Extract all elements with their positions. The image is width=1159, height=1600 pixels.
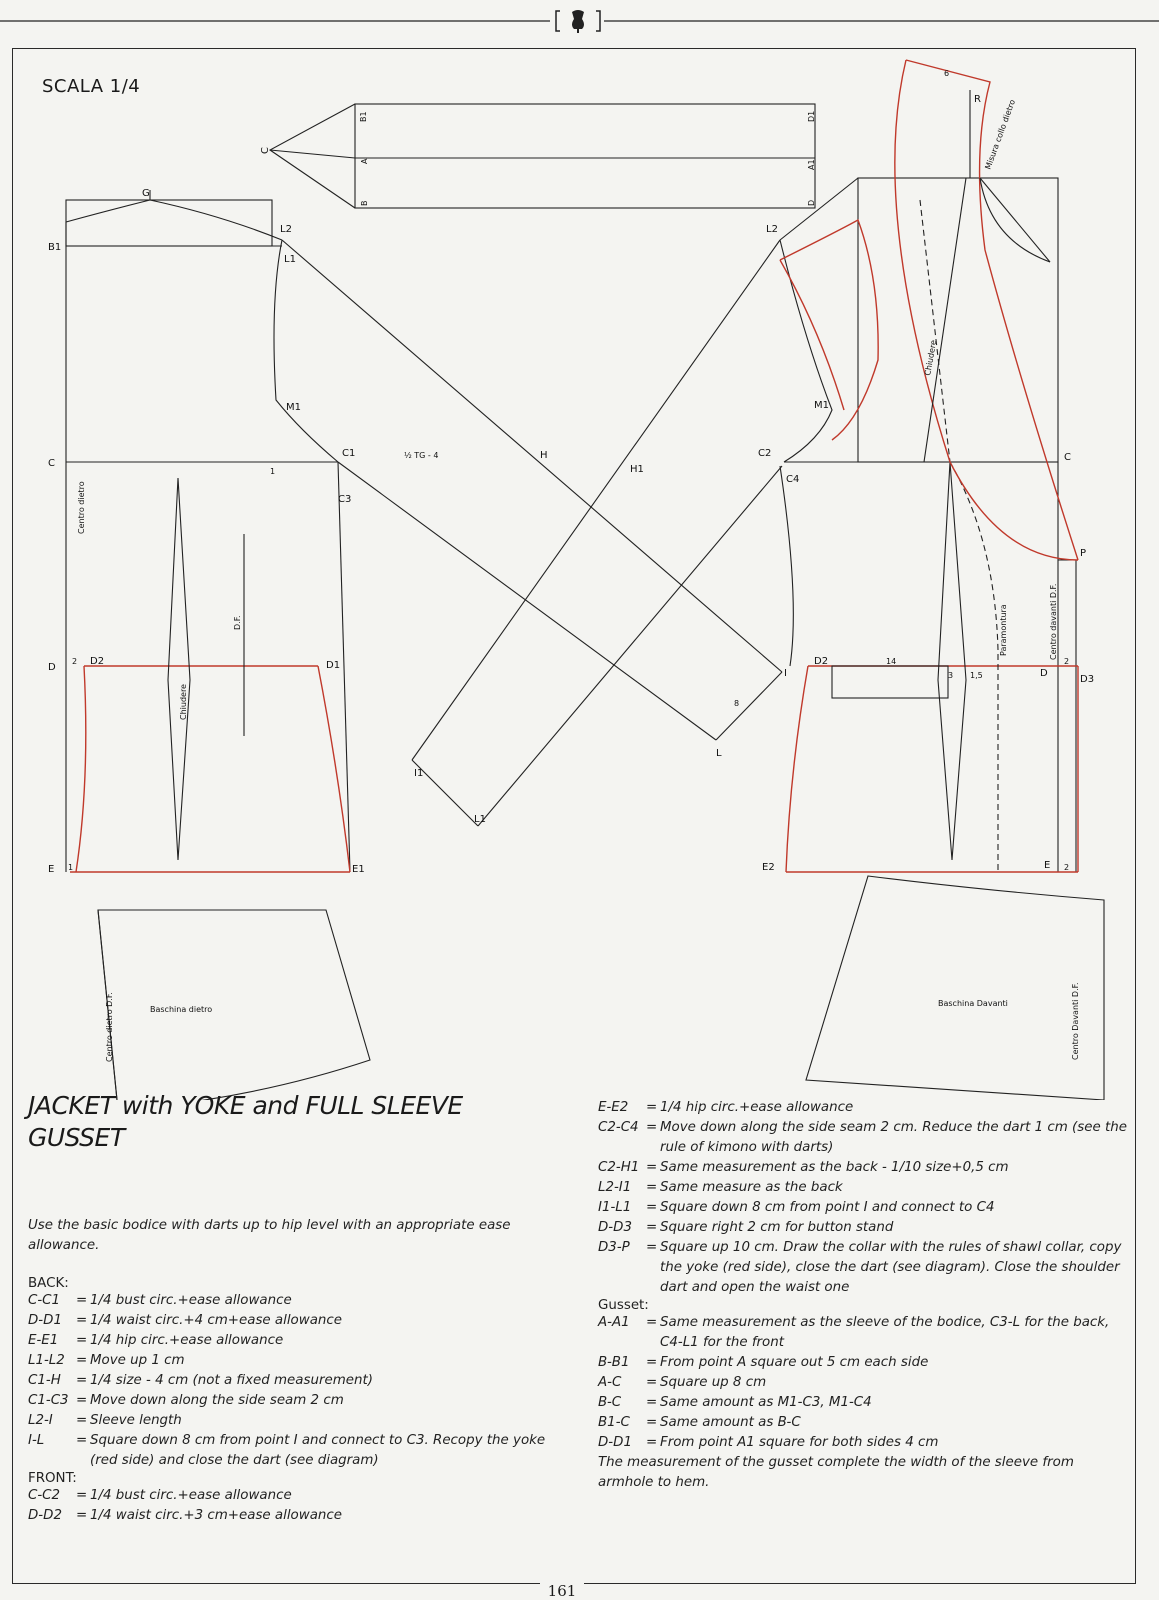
instruction-row	[598, 1218, 1128, 1238]
measure-3: 3	[948, 671, 954, 680]
centro-dietro-df-label: Centro dietro D.F.	[105, 992, 114, 1062]
instruction-row	[598, 1393, 1128, 1413]
gusset-heading: Gusset:	[598, 1298, 649, 1313]
instruction-value: Square down 8 cm from point I and connect to C4	[660, 1200, 995, 1215]
instruction-equals: =	[76, 1413, 88, 1428]
label-E2: E2	[762, 862, 775, 873]
instruction-equals: =	[76, 1373, 88, 1388]
half-tg-label: ½ TG - 4	[404, 451, 439, 460]
instruction-key: D-D1	[598, 1435, 632, 1450]
gusset-label-D1: D1	[807, 110, 816, 122]
label-H1: H1	[630, 464, 644, 475]
instruction-equals: =	[76, 1508, 88, 1523]
instruction-key: E-E1	[28, 1333, 59, 1348]
label-C1: C1	[342, 448, 356, 459]
instruction-key: L2-I	[28, 1413, 53, 1428]
label-C3: C3	[338, 494, 352, 505]
label-E1: E1	[352, 864, 365, 875]
label-C-back: C	[48, 458, 55, 469]
instruction-equals: =	[76, 1393, 88, 1408]
instruction-row	[598, 1433, 1128, 1453]
back-instruction-list	[28, 1291, 548, 1471]
instruction-value: 1/4 size - 4 cm (not a fixed measurement)	[90, 1373, 373, 1388]
instruction-row	[598, 1313, 1128, 1353]
label-B1: B1	[48, 242, 62, 253]
page-number: 161	[540, 1582, 584, 1600]
instruction-value: Move down along the side seam 2 cm	[90, 1393, 344, 1408]
instructions-left-column	[28, 1276, 548, 1526]
gusset-rect	[355, 104, 815, 208]
label-E-back: E	[48, 864, 55, 875]
label-D-front: D	[1040, 668, 1048, 679]
instruction-equals: =	[646, 1160, 658, 1175]
label-L1-sleeve: L1	[474, 814, 486, 825]
instruction-row	[598, 1158, 1128, 1178]
scale-label: SCALA 1/4	[42, 76, 141, 97]
front-sleeve	[412, 240, 782, 826]
instruction-row	[598, 1198, 1128, 1218]
label-L2-front: L2	[766, 224, 778, 235]
instruction-key: C2-C4	[598, 1120, 639, 1135]
label-D-back: D	[48, 662, 56, 673]
instruction-equals: =	[646, 1180, 658, 1195]
front-heading: FRONT:	[28, 1471, 77, 1486]
instruction-key: D-D2	[28, 1508, 62, 1523]
baschina-davanti-label: Baschina Davanti	[938, 999, 1008, 1008]
label-I1: I1	[414, 768, 424, 779]
instruction-value: Square up 10 cm. Draw the collar with the rules of shawl collar, copy the yoke (red side), close the dart (see diagram). Close the shoulder dart and open the waist one	[660, 1240, 1122, 1295]
instruction-key: A-A1	[598, 1315, 630, 1330]
measure-2-front-bottom: 2	[1064, 863, 1070, 872]
front-chiudere-label: Chiudere	[923, 339, 939, 377]
instruction-row	[28, 1431, 548, 1471]
front-peplum	[806, 876, 1104, 1100]
closing-text: The measurement of the gusset complete the width of the sleeve from armhole to hem.	[598, 1455, 1074, 1490]
measure-1-c: 1	[270, 467, 276, 476]
instruction-value: 1/4 waist circ.+3 cm+ease allowance	[90, 1508, 342, 1523]
instruction-value: Square down 8 cm from point I and connect to C3. Recopy the yoke (red side) and close the dart (see diagram)	[90, 1433, 546, 1468]
misura-collo-label: Misura collo dietro	[983, 98, 1018, 171]
measure-14: 14	[886, 657, 897, 666]
instruction-equals: =	[76, 1313, 88, 1328]
label-C4: C4	[786, 474, 800, 485]
back-df-label: D.F.	[233, 615, 242, 630]
instruction-value: Same measure as the back	[660, 1180, 843, 1195]
back-dart	[168, 478, 190, 860]
instruction-equals: =	[76, 1353, 88, 1368]
instruction-key: C2-H1	[598, 1160, 640, 1175]
label-C2: C2	[758, 448, 772, 459]
baschina-dietro-label: Baschina dietro	[150, 1005, 213, 1014]
gusset-label-D: D	[807, 199, 816, 206]
instruction-value: Same measurement as the back - 1/10 size+0,5 cm	[660, 1160, 1009, 1175]
instruction-row	[598, 1118, 1128, 1158]
back-chiudere-label: Chiudere	[179, 684, 188, 720]
label-D2-front: D2	[814, 656, 829, 667]
intro-text: Use the basic bodice with darts up to hip level with an appropriate ease allowance.	[28, 1218, 511, 1253]
gusset-piece	[260, 104, 816, 208]
instruction-row	[28, 1411, 548, 1431]
instruction-equals: =	[646, 1220, 658, 1235]
instruction-key: E-E2	[598, 1100, 629, 1115]
instruction-equals: =	[646, 1415, 658, 1430]
gusset-label-C: C	[260, 147, 271, 154]
centro-davanti-df-label: Centro davanti D.F.	[1049, 583, 1058, 660]
instruction-row	[28, 1391, 548, 1411]
instruction-key: D-D3	[598, 1220, 632, 1235]
front-instruction-list	[28, 1486, 548, 1526]
instruction-key: D3-P	[598, 1240, 630, 1255]
instruction-equals: =	[76, 1333, 88, 1348]
instruction-value: Same measurement as the sleeve of the bodice, C3-L for the back, C4-L1 for the front	[660, 1315, 1110, 1350]
instruction-equals: =	[646, 1120, 658, 1135]
instruction-row	[598, 1353, 1128, 1373]
instruction-value: 1/4 hip circ.+ease allowance	[90, 1333, 284, 1348]
label-C-front: C	[1064, 452, 1071, 463]
instruction-value: 1/4 hip circ.+ease allowance	[660, 1100, 854, 1115]
facing-line	[950, 462, 998, 872]
paramontura-label: Paramontura	[999, 604, 1008, 656]
instruction-key: C-C2	[28, 1488, 61, 1503]
front-bodice	[780, 60, 1078, 872]
instruction-value: Same amount as M1-C3, M1-C4	[660, 1395, 872, 1410]
collar-inner	[895, 60, 1078, 560]
instruction-value: 1/4 waist circ.+4 cm+ease allowance	[90, 1313, 342, 1328]
measure-2-back: 2	[72, 657, 78, 666]
instruction-key: L1-L2	[28, 1353, 65, 1368]
instruction-value: From point A1 square for both sides 4 cm	[660, 1435, 939, 1450]
instruction-key: C1-C3	[28, 1393, 69, 1408]
label-H: H	[540, 450, 548, 461]
instruction-equals: =	[76, 1433, 88, 1448]
instruction-value: 1/4 bust circ.+ease allowance	[90, 1488, 292, 1503]
measure-2-front: 2	[1064, 657, 1070, 666]
centro-davanti-df2-label: Centro Davanti D.F.	[1071, 982, 1080, 1060]
instruction-key: L2-I1	[598, 1180, 632, 1195]
instruction-row	[598, 1413, 1128, 1433]
page-title: JACKET with YOKE and FULL SLEEVE GUSSET	[28, 1091, 463, 1152]
instruction-row	[598, 1178, 1128, 1198]
instruction-key: B-C	[598, 1395, 622, 1410]
instruction-value: Same amount as B-C	[660, 1415, 801, 1430]
instruction-equals: =	[76, 1488, 88, 1503]
instruction-row	[28, 1351, 548, 1371]
label-G: G	[142, 188, 150, 199]
instruction-row	[598, 1373, 1128, 1393]
instruction-equals: =	[646, 1240, 658, 1255]
label-R: R	[974, 94, 981, 105]
instruction-value: Square right 2 cm for button stand	[660, 1220, 894, 1235]
label-L: L	[716, 748, 722, 759]
back-neckline	[66, 200, 282, 240]
front-dart	[938, 462, 966, 860]
front-instruction-list-cont	[598, 1098, 1128, 1298]
instruction-row	[28, 1331, 548, 1351]
instruction-equals: =	[646, 1315, 658, 1330]
instruction-key: D-D1	[28, 1313, 62, 1328]
back-sleeve	[282, 240, 782, 740]
instruction-equals: =	[646, 1395, 658, 1410]
instruction-key: C-C1	[28, 1293, 61, 1308]
instruction-row	[598, 1098, 1128, 1118]
back-heading: BACK:	[28, 1276, 69, 1291]
instruction-equals: =	[646, 1375, 658, 1390]
instruction-row	[28, 1371, 548, 1391]
instruction-key: A-C	[598, 1375, 622, 1390]
centro-dietro-label: Centro dietro	[77, 481, 86, 534]
instruction-value: Square up 8 cm	[660, 1375, 767, 1390]
instruction-value: Move up 1 cm	[90, 1353, 185, 1368]
gusset-label-B: B	[360, 200, 369, 206]
instruction-row	[28, 1311, 548, 1331]
label-L2: L2	[280, 224, 292, 235]
label-M1: M1	[286, 402, 301, 413]
instruction-key: B1-C	[598, 1415, 630, 1430]
instruction-value: Move down along the side seam 2 cm. Reduce the dart 1 cm (see the rule of kimono with darts)	[660, 1120, 1127, 1155]
label-D1: D1	[326, 660, 341, 671]
label-D2-back: D2	[90, 656, 105, 667]
label-D3: D3	[1080, 674, 1095, 685]
back-bodice	[66, 190, 350, 872]
instructions-right-column	[598, 1098, 1128, 1493]
instruction-equals: =	[646, 1435, 658, 1450]
gusset-instruction-list	[598, 1313, 1128, 1453]
instruction-equals: =	[76, 1293, 88, 1308]
label-L1: L1	[284, 254, 296, 265]
instruction-equals: =	[646, 1100, 658, 1115]
label-E-front: E	[1044, 860, 1051, 871]
gusset-label-A: A	[360, 158, 369, 164]
label-I: I	[784, 668, 787, 679]
instruction-key: I1-L1	[598, 1200, 632, 1215]
instruction-value: 1/4 bust circ.+ease allowance	[90, 1293, 292, 1308]
back-peplum	[98, 910, 370, 1100]
label-P: P	[1080, 548, 1087, 559]
gusset-label-B1: B1	[359, 111, 368, 122]
instruction-row	[28, 1506, 548, 1526]
measure-8: 8	[734, 699, 740, 708]
instruction-key: I-L	[28, 1433, 45, 1448]
instruction-row	[28, 1486, 548, 1506]
collar-outer	[906, 60, 1078, 560]
label-M1-front: M1	[814, 400, 829, 411]
instruction-equals: =	[646, 1200, 658, 1215]
measure-1-5: 1,5	[970, 671, 983, 680]
instruction-value: Sleeve length	[90, 1413, 182, 1428]
measure-6: 6	[944, 69, 950, 78]
instruction-value: From point A square out 5 cm each side	[660, 1355, 929, 1370]
instruction-equals: =	[646, 1355, 658, 1370]
instruction-row	[28, 1291, 548, 1311]
instruction-key: B-B1	[598, 1355, 630, 1370]
instruction-key: C1-H	[28, 1373, 61, 1388]
measure-1-back: 1	[68, 863, 74, 872]
gusset-label-A1: A1	[807, 159, 816, 170]
instruction-row	[598, 1238, 1128, 1298]
